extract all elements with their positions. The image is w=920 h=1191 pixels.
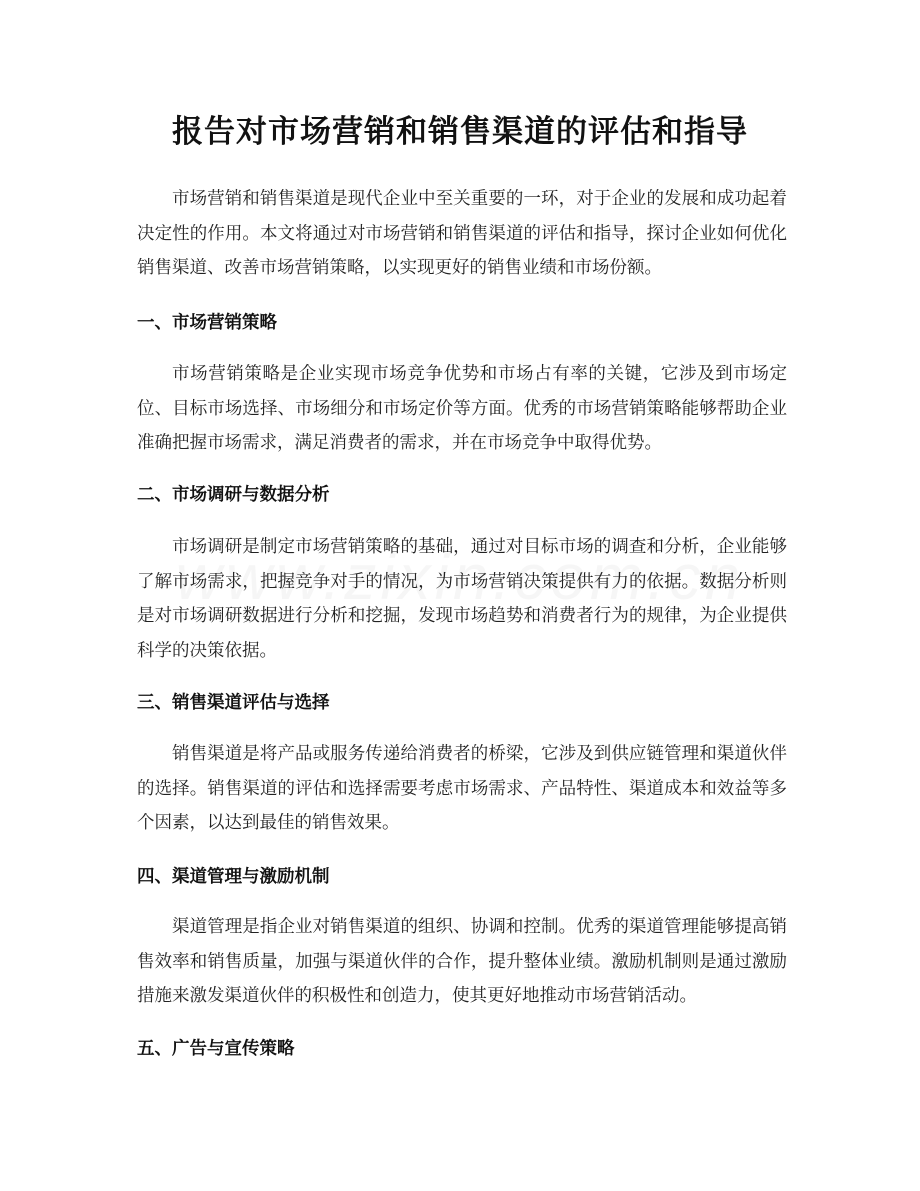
section-heading-5: 五、广告与宣传策略 <box>137 1039 295 1059</box>
section-body-1: 市场营销策略是企业实现市场竞争优势和市场占有率的关键，它涉及到市场定位、目标市场选择、市场细分和市场定价等方面。优秀的市场营销策略能够帮助企业准确把握市场需求，满足消费者的需求，并在市场竞争中取得优势。 <box>137 364 787 453</box>
section-body-3: 销售渠道是将产品或服务传递给消费者的桥梁，它涉及到供应链管理和渠道伙伴的选择。销售渠道的评估和选择需要考虑市场需求、产品特性、渠道成本和效益等多个因素，以达到最佳的销售效果。 <box>137 744 787 833</box>
section-heading-4: 四、渠道管理与激励机制 <box>137 867 330 887</box>
section-heading-2: 二、市场调研与数据分析 <box>137 485 330 505</box>
section-heading-3: 三、销售渠道评估与选择 <box>137 693 330 713</box>
intro-paragraph: 市场营销和销售渠道是现代企业中至关重要的一环，对于企业的发展和成功起着决定性的作用。本文将通过对市场营销和销售渠道的评估和指导，探讨企业如何优化销售渠道、改善市场营销策略，以实现更好的销售业绩和市场份额。 <box>137 189 787 278</box>
section-body-4: 渠道管理是指企业对销售渠道的组织、协调和控制。优秀的渠道管理能够提高销售效率和销售质量，加强与渠道伙伴的合作，提升整体业绩。激励机制则是通过激励措施来激发渠道伙伴的积极性和创造力，使其更好地推动市场营销活动。 <box>137 917 787 1006</box>
document-title: 报告对市场营销和销售渠道的评估和指导 <box>172 114 748 150</box>
section-body-2: 市场调研是制定市场营销策略的基础，通过对目标市场的调查和分析，企业能够了解市场需求，把握竞争对手的情况，为市场营销决策提供有力的依据。数据分析则是对市场调研数据进行分析和挖掘，发现市场趋势和消费者行为的规律，为企业提供科学的决策依据。 <box>137 537 787 661</box>
section-heading-1: 一、市场营销策略 <box>137 313 277 333</box>
